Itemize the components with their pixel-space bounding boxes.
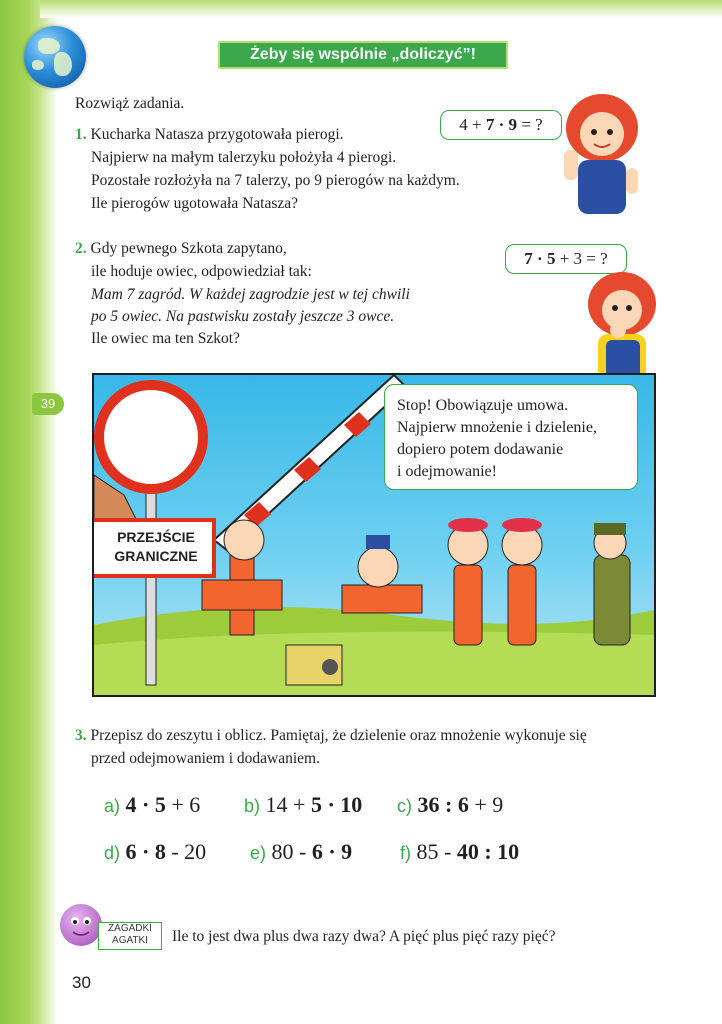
task2-hint-bubble: 7 · 5 + 3 = ? (505, 244, 627, 274)
task2-italic-2: po 5 owiec. Na pastwisku zostały jeszcze 3 owce. (91, 308, 395, 325)
task2-number: 2. (75, 240, 87, 257)
border-sign (100, 528, 212, 566)
task2-question: Ile owiec ma ten Szkot? (91, 330, 240, 347)
task3-number: 3. (75, 727, 87, 744)
task1-line-2: Najpierw na małym talerzyku położyła 4 pierogi. (91, 149, 397, 166)
exercise-c: c) 36 : 6 + 9 (397, 792, 504, 817)
task3-line-1: Przepisz do zeszytu i oblicz. Pamiętaj, że dzielenie oraz mnożenie wykonuje się (90, 727, 587, 744)
section-title: Żeby się wspólnie „doliczyć”! (218, 41, 508, 69)
task2-line-1: Gdy pewnego Szkota zapytano, (90, 240, 287, 257)
task1-line-3: Pozostałe rozłożyła na 7 talerzy, po 9 pierogów na każdym. (91, 172, 460, 189)
task1-line-1: Kucharka Natasza przygotowała pierogi. (90, 126, 344, 143)
left-sidebar-stripe (0, 0, 40, 1024)
task1-line-4: Ile pierogów ugotowała Natasza? (91, 195, 299, 212)
task1-number: 1. (75, 126, 87, 143)
border-sign-line-1: PRZEJŚCIE (117, 529, 195, 545)
task3 (75, 725, 587, 747)
page-number: 30 (72, 973, 91, 992)
task2 (75, 238, 287, 260)
thinking-girl-illustration (582, 268, 664, 380)
page-badge: 39 (32, 393, 64, 415)
intro-instruction: Rozwiąż zadania. (75, 95, 185, 112)
agata-face-icon (60, 904, 102, 946)
exercise-d: d) 6 · 8 - 20 (104, 839, 207, 864)
task2-italic-1: Mam 7 zagród. W każdej zagrodzie jest w tej chwili (91, 286, 410, 303)
speech-line-1: Stop! Obowiązuje umowa. (397, 397, 569, 414)
left-sidebar-fade (40, 0, 58, 1024)
task1-hint-bubble: 4 + 7 · 9 = ? (440, 110, 562, 140)
speech-line-4: i odejmowanie! (397, 463, 497, 480)
girl-character-illustration (560, 88, 642, 218)
exercise-e: e) 80 - 6 · 9 (250, 839, 353, 864)
guard-speech-bubble (384, 384, 638, 490)
exercise-f: f) 85 - 40 : 10 (400, 839, 520, 864)
zagadki-label: ZAGADKI AGATKI (98, 922, 162, 950)
border-sign-line-2: GRANICZNE (114, 548, 198, 564)
task3-line-2: przed odejmowaniem i dodawaniem. (91, 750, 320, 767)
riddle-question: Ile to jest dwa plus dwa razy dwa? A pięć plus pięć razy pięć? (172, 928, 556, 945)
task2-line-2: ile hoduje owiec, odpowiedział tak: (91, 263, 312, 280)
top-stripe (40, 0, 722, 18)
speech-line-3: dopiero potem dodawanie (397, 441, 564, 458)
exercise-b: b) 14 + 5 · 10 (244, 792, 363, 817)
task1 (75, 124, 344, 146)
exercise-a: a) 4 · 5 + 6 (104, 792, 201, 817)
globe-icon (24, 26, 86, 88)
speech-line-2: Najpierw mnożenie i dzielenie, (397, 419, 597, 436)
